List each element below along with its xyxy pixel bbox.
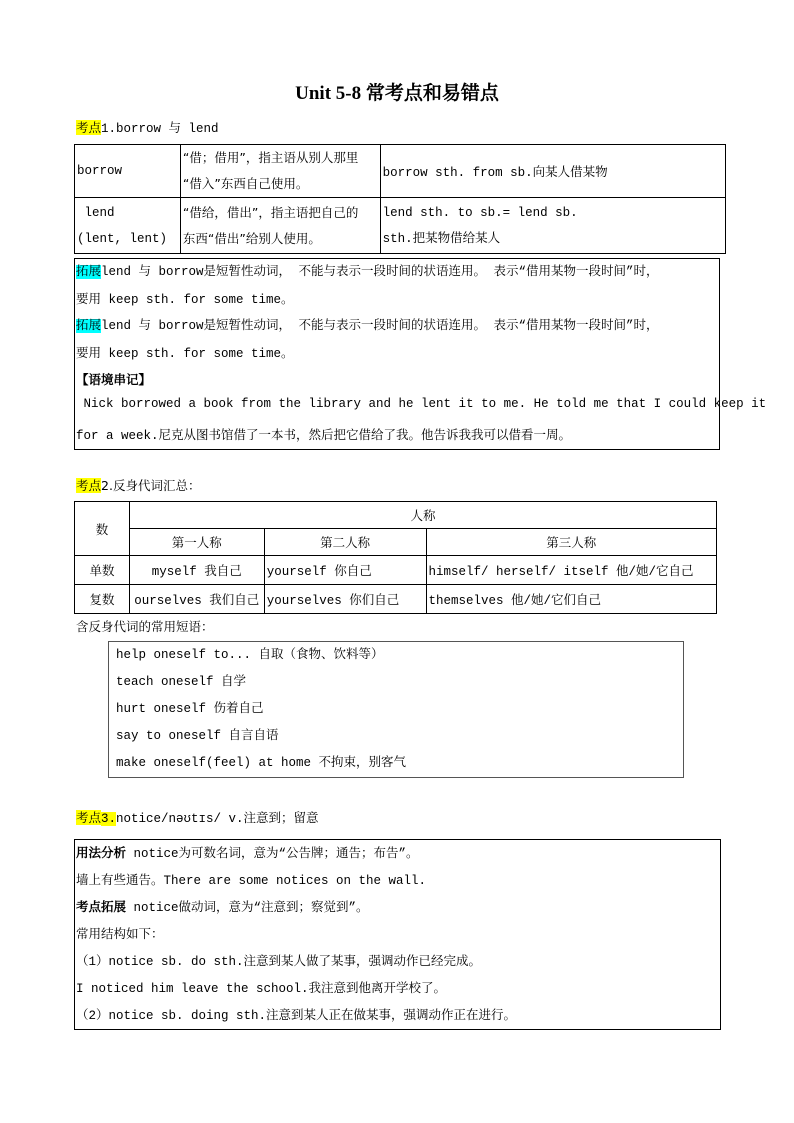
cell-plural-third: themselves 他/她/它们自己 xyxy=(426,585,717,614)
ext-2-line1: 拓展lend 与 borrow是短暂性动词， 不能与表示一段时间的状语连用。 表示“借用某物一段时间”时， xyxy=(76,319,659,333)
memo-title: 【语境串记】 xyxy=(76,372,152,387)
cell-borrow-usage: borrow sth. from sb.向某人借某物 xyxy=(380,145,725,198)
cell-singular-second: yourself 你自己 xyxy=(264,556,426,585)
phrase-item: help oneself to... 自取（食物、饮料等） xyxy=(116,648,384,662)
section-title: notice/nəʊtɪs/ v.注意到；留意 xyxy=(116,812,319,826)
notice-line5: （1）notice sb. do sth.注意到某人做了某事，强调动作已经完成。 xyxy=(76,955,482,969)
cell-lend-meaning xyxy=(180,198,380,254)
notice-line6: I noticed him leave the school.我注意到他离开学校了。 xyxy=(76,982,447,996)
phrases-title: 含反身代词的常用短语： xyxy=(76,619,214,634)
section-1-heading xyxy=(76,118,219,136)
section-tag: 考点 xyxy=(76,478,102,493)
row-plural: 复数 xyxy=(75,585,130,614)
header-second-person: 第二人称 xyxy=(264,529,426,556)
notice-box xyxy=(74,839,721,1030)
section-title: 1.borrow 与 lend xyxy=(101,122,219,136)
cell-plural-second: yourselves 你们自己 xyxy=(264,585,426,614)
ext-label: 考点拓展 xyxy=(76,901,127,915)
section-number: 3. xyxy=(101,812,117,826)
ext-tag: 拓展 xyxy=(76,265,102,279)
cell-singular-third: himself/ herself/ itself 他/她/它自己 xyxy=(426,556,717,585)
cell-lend-usage xyxy=(380,198,725,254)
ext-tag: 拓展 xyxy=(76,319,102,333)
header-number: 数 xyxy=(75,502,130,556)
ext-2-line2: 要用 keep sth. for some time。 xyxy=(76,347,294,361)
cell-singular-first: myself 我自己 xyxy=(129,556,264,585)
notice-extension: 考点拓展 notice做动词，意为“注意到；察觉到”。 xyxy=(76,901,369,915)
lend-line1: lend xyxy=(77,205,115,220)
reflexive-pronoun-table xyxy=(74,501,717,614)
section-3-heading xyxy=(76,808,319,826)
cell-lend xyxy=(75,198,181,254)
cell-borrow: borrow xyxy=(75,145,181,198)
memo-line1: Nick borrowed a book from the library and he lent it to me. He told me that I could keep it xyxy=(76,397,767,411)
borrow-meaning-line2: “借入”东西自己使用。 xyxy=(182,176,309,191)
notice-line2: 墙上有些通告。There are some notices on the wall. xyxy=(76,874,427,888)
borrow-meaning-line1: “借；借用”，指主语从别人那里 xyxy=(182,150,359,165)
header-third-person: 第三人称 xyxy=(426,529,717,556)
usage-label: 用法分析 xyxy=(76,847,127,861)
lend-meaning-line2: 东西“借出”给别人使用。 xyxy=(182,230,321,246)
phrase-item: say to oneself 自言自语 xyxy=(116,729,279,743)
notice-line7: （2）notice sb. doing sth.注意到某人正在做某事，强调动作正在进行。 xyxy=(76,1009,517,1023)
section-tag: 考点 xyxy=(76,120,102,135)
ext-1-line2: 要用 keep sth. for some time。 xyxy=(76,293,294,307)
lend-usage-line2: sth.把某物借给某人 xyxy=(382,231,501,246)
section-title: 2.反身代词汇总： xyxy=(101,478,201,493)
ext-1-line1: 拓展lend 与 borrow是短暂性动词， 不能与表示一段时间的状语连用。 表示“借用某物一段时间”时， xyxy=(76,265,659,279)
lend-meaning-line1: “借给，借出”，指主语把自己的 xyxy=(182,204,359,220)
page-title: Unit 5-8 常考点和易错点 xyxy=(295,83,499,104)
notice-line4: 常用结构如下： xyxy=(76,928,164,942)
row-singular: 单数 xyxy=(75,556,130,585)
cell-plural-first: ourselves 我们自己 xyxy=(129,585,264,614)
section-tag: 考点 xyxy=(76,810,102,825)
header-first-person: 第一人称 xyxy=(129,529,264,556)
phrase-item: hurt oneself 伤着自己 xyxy=(116,702,264,716)
borrow-lend-table xyxy=(74,144,726,254)
phrase-item: make oneself(feel) at home 不拘束，别客气 xyxy=(116,756,407,770)
lend-usage-line1: lend sth. to sb.= lend sb. xyxy=(382,205,578,220)
phrase-item: teach oneself 自学 xyxy=(116,675,247,689)
memo-line2: for a week.尼克从图书馆借了一本书，然后把它借给了我。他告诉我我可以借看一周。 xyxy=(76,429,572,443)
notice-usage: 用法分析 notice为可数名词，意为“公告牌；通告；布告”。 xyxy=(76,847,419,861)
lend-line2: (lent, lent) xyxy=(77,231,168,246)
section-2-heading xyxy=(76,476,200,494)
cell-borrow-meaning xyxy=(180,145,380,198)
header-person: 人称 xyxy=(129,502,716,529)
